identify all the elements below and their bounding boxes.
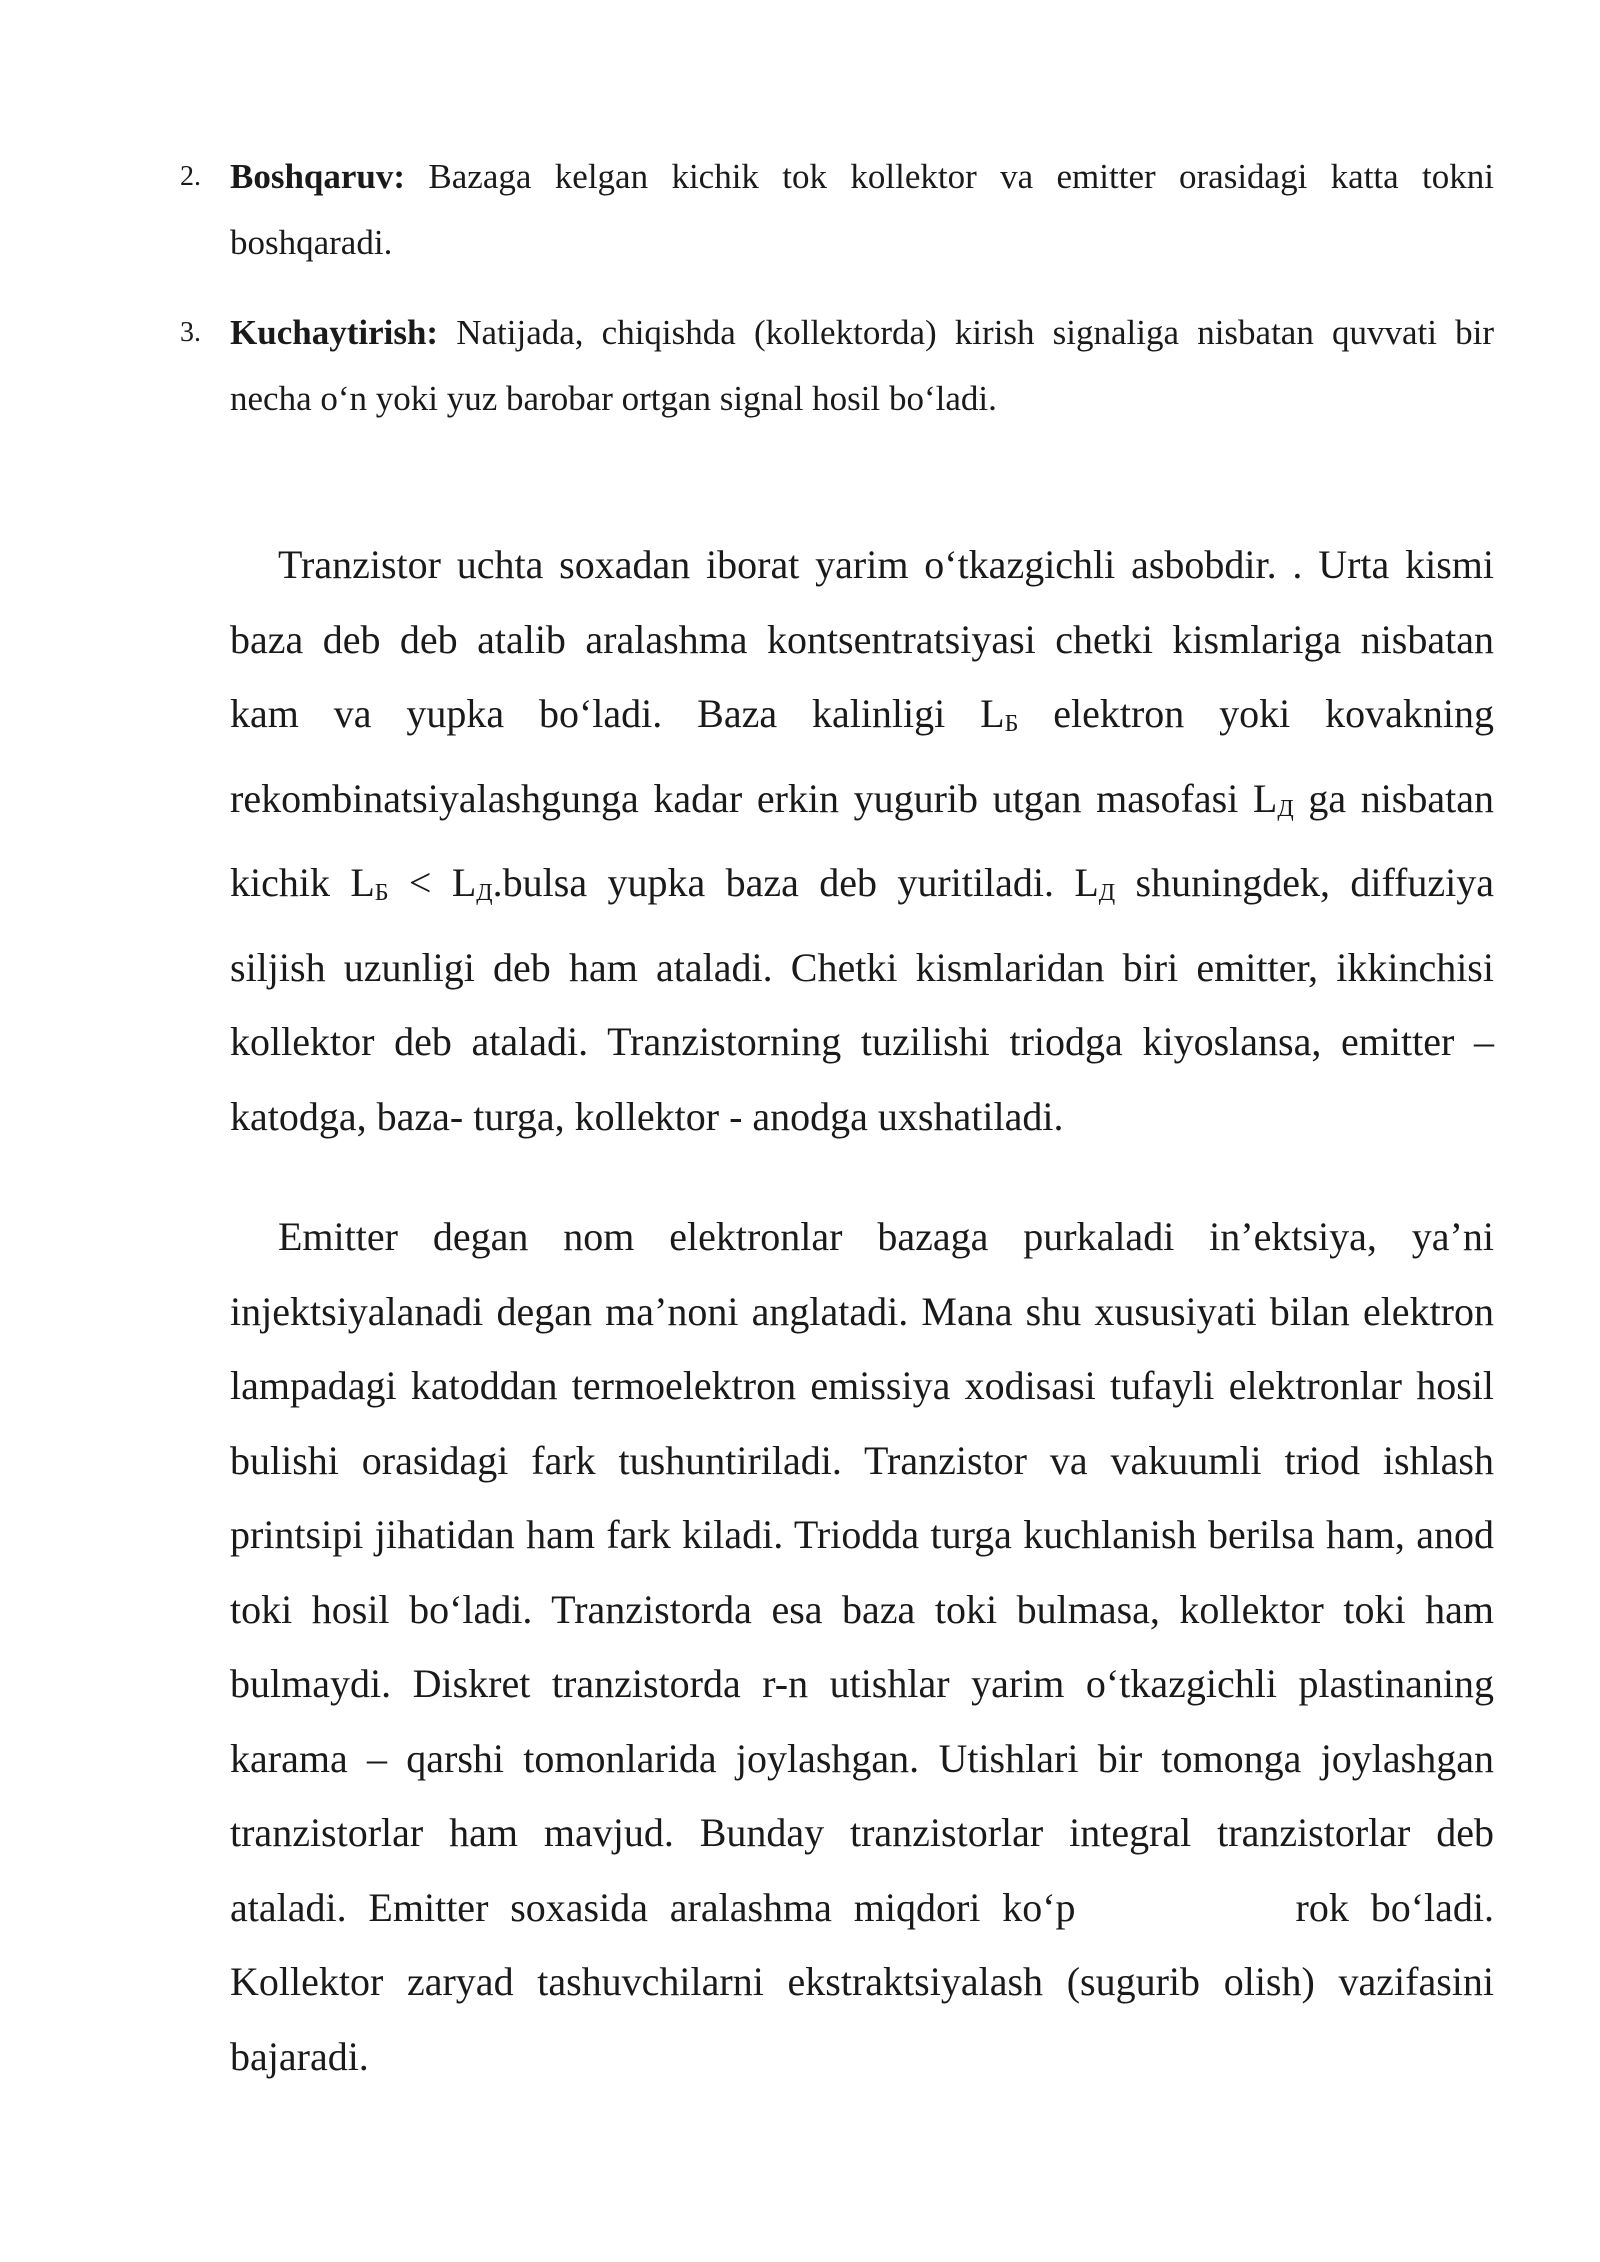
list-text: Bazaga kelgan kichik tok kollektor va emitter orasidagi katta tokni boshqaradi. <box>230 157 1494 262</box>
list-term: Boshqaruv: <box>230 157 406 196</box>
list-item-control <box>180 144 1494 276</box>
paragraph-text: Tranzistor uchta soxadan iborat yarim o‘tkazgichli asbobdir. . Urta kismi baza deb deb atalib aralashma kontsentratsiyasi chetki kismlariga nisbatan kam va yupka bo‘ladi. Baza kalinligi L <box>230 542 1494 736</box>
list-term: Kuchaytirish: <box>230 313 439 352</box>
subscript: Д <box>1277 795 1294 822</box>
paragraph-text: .bulsa yupka baza deb yuritiladi. L <box>492 860 1099 905</box>
paragraph-text: Emitter degan nom elektronlar bazaga purkaladi in’ektsiya, ya’ni injektsiyalanadi degan ma’noni anglatadi. Mana shu xususiyati bilan elektron lampadagi katoddan termoelektron emissiya xodisasi tufayli elektronlar hosil bulishi orasidagi fark tushuntiriladi. Tranzistor va vakuumli triod ishlash printsipi jihatidan ham fark kiladi. Triodda turga kuchlanish berilsa ham, anod toki hosil bo‘ladi. Tranzistorda esa baza toki bulmasa, kollektor toki ham bulmaydi. Diskret tranzistorda r-n utishlar yarim o‘tkazgichli plastinaning karama – qarshi tomonlarida joylashgan. Utishlari bir tomonga joylashgan tranzistorlar ham mavjud. Bunday tranzistorlar integral tranzistorlar deb ataladi. Emitter soxasida aralashma miqdori ko‘p <box>230 1214 1494 1930</box>
subscript: Б <box>374 880 389 906</box>
paragraph-text: rok bo‘ladi. Kollektor zaryad tashuvchilarni ekstraktsiyalash (sugurib olish) vazifasini bajaradi. <box>230 1884 1494 2079</box>
subscript: Д <box>476 880 493 906</box>
subscript: Д <box>1098 880 1116 906</box>
list-number: 3. <box>180 317 201 348</box>
subscript: Б <box>1004 711 1019 737</box>
paragraph-emitter <box>230 1200 1494 2094</box>
paragraph-text: ga nisbatan kichik L <box>230 775 1494 905</box>
paragraph-transistor-structure <box>230 528 1494 1154</box>
paragraph-text: shuningdek, diffuziya siljish uzunligi deb ham ataladi. Chetki kismlaridan biri emitter, ikkinchisi kollektor deb ataladi. Tranzistorning tuzilishi triodga kiyoslansa, emitter – katodga, baza- turga, kollektor - anodga uxshatiladi. <box>230 860 1494 1139</box>
list-text: Natijada, chiqishda (kollektorda) kirish signaliga nisbatan quvvati bir necha o‘n yoki yuz barobar ortgan signal hosil bo‘ladi. <box>230 313 1494 418</box>
paragraph-text: elektron yoki kovakning rekombinatsiyalashgunga kadar erkin yugurib utgan masofasi L <box>230 691 1494 821</box>
list-item-amplification <box>180 300 1494 432</box>
paragraph-text: < L <box>388 860 477 905</box>
list-number: 2. <box>180 161 201 192</box>
